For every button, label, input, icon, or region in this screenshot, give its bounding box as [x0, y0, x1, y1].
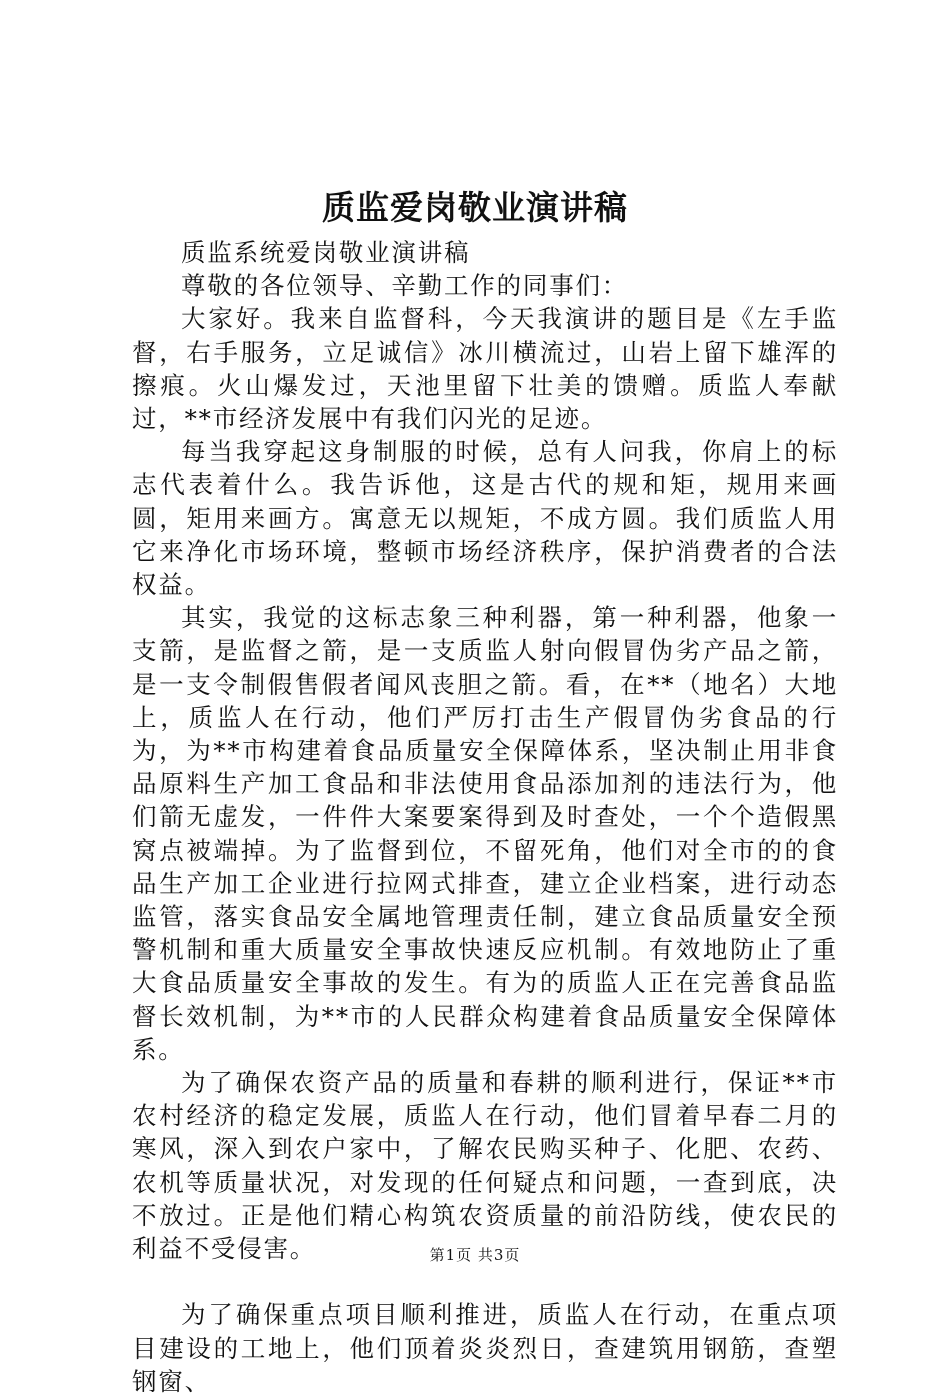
- paragraph-subtitle: 质监系统爱岗敬业演讲稿: [181, 238, 471, 267]
- paragraph-uniform-emblem: 每当我穿起这身制服的时候，总有人问我，你肩上的标志代表着什么。我告诉他，这是古代的规和矩，规用来画圆，矩用来画方。寓意无以规矩，不成方圆。我们质监人用它来净化市场环境，整顿市场经济秩序，保护消费者的合法权益。: [132, 437, 838, 600]
- document-body: [132, 236, 838, 1398]
- document-title: 质监爱岗敬业演讲稿: [322, 188, 628, 227]
- paragraph-food-supervision: 其实，我觉的这标志象三种利器，第一种利器，他象一支箭，是监督之箭，是一支质监人射向假冒伪劣产品之箭，是一支令制假售假者闻风丧胆之箭。看，在**（地名）大地上，质监人在行动，他们严厉打击生产假冒伪劣食品的行为，为**市构建着食品质量安全保障体系，坚决制止用非食品原料生产加工食品和非法使用食品添加剂的违法行为，他们箭无虚发，一件件大案要案得到及时查处，一个个造假黑窝点被端掉。为了监督到位，不留死角，他们对全市的的食品生产加工企业进行拉网式排查，建立企业档案，进行动态监管，落实食品安全属地管理责任制，建立食品质量安全预警机制和重大质量安全事故快速反应机制。有效地防止了重大食品质量安全事故的发生。有为的质监人正在完善食品监督长效机制，为**市的人民群众构建着食品质量安全保障体系。: [132, 603, 838, 1064]
- paragraph-agricultural-supplies: 为了确保农资产品的质量和春耕的顺利进行，保证**市农村经济的稳定发展，质监人在行动，他们冒着早春二月的寒风，深入到农户家中，了解农民购买种子、化肥、农药、农机等质量状况，对发现的任何疑点和问题，一查到底，决不放过。正是他们精心构筑农资质量的前沿防线，使农民的利益不受侵害。: [132, 1068, 838, 1264]
- paragraph-salutation: 尊敬的各位领导、辛勤工作的同事们：: [181, 271, 629, 301]
- paragraph-key-projects: 为了确保重点项目顺利推进，质监人在行动，在重点项目建设的工地上，他们顶着炎炎烈日，查建筑用钢筋，查塑钢窗、: [132, 1300, 838, 1396]
- paragraph-introduction: 大家好。我来自监督科，今天我演讲的题目是《左手监督，右手服务，立足诚信》冰川横流过，山岩上留下雄浑的擦痕。火山爆发过，天池里留下壮美的馈赠。质监人奉献过，**市经济发展中有我们闪光的足迹。: [132, 304, 838, 434]
- page-number-footer: 第1页 共3页: [429, 1246, 521, 1264]
